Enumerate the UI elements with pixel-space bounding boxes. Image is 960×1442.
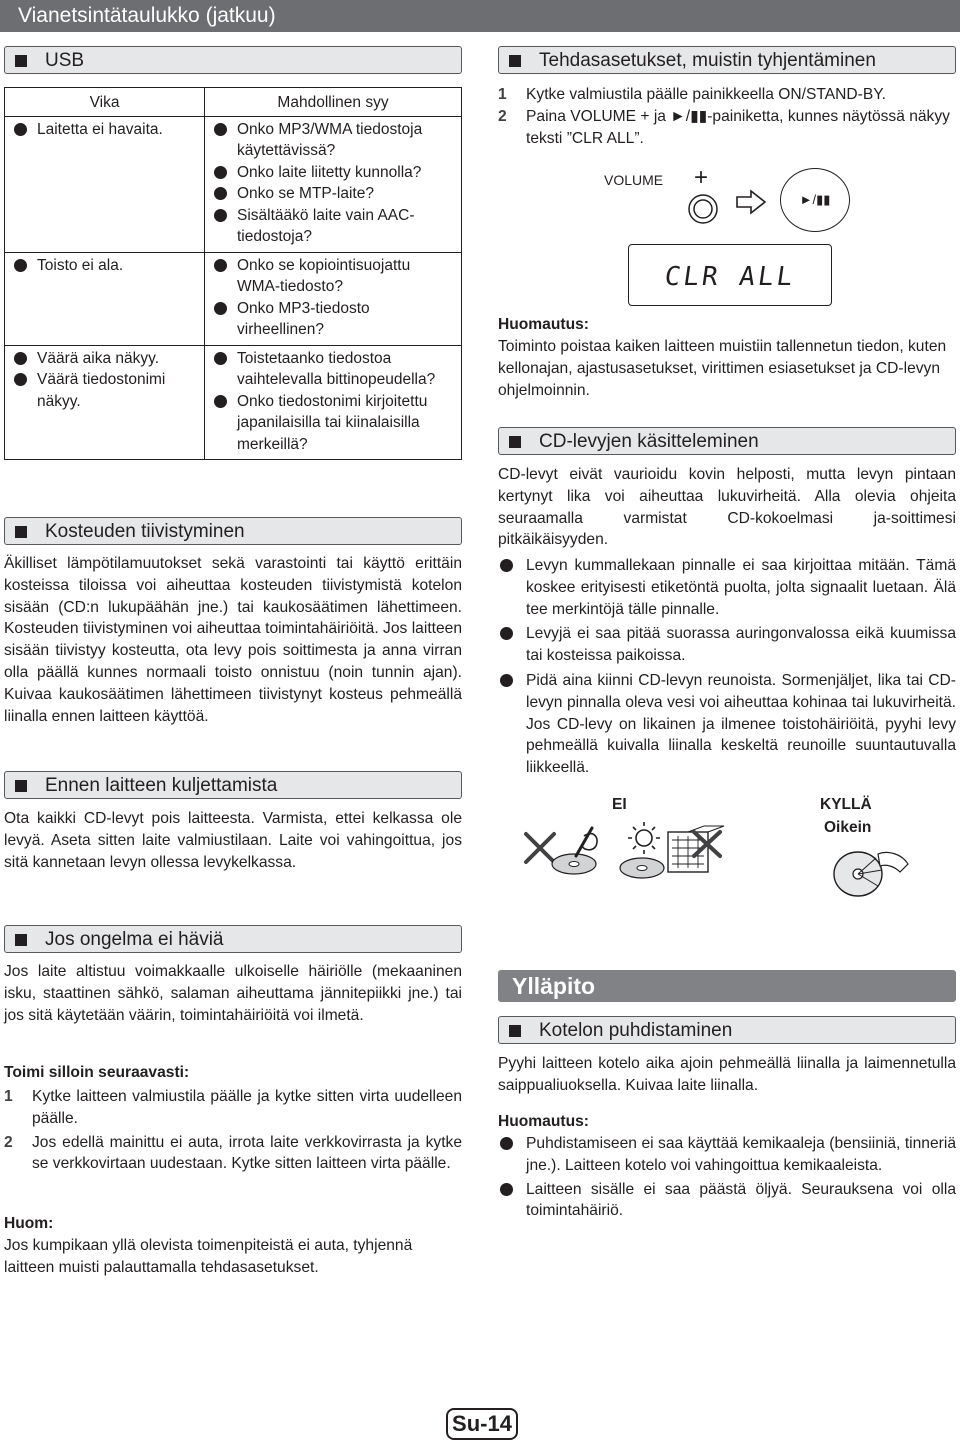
symptom-cell [5, 345, 205, 460]
step-text: Kytke laitteen valmiustila päälle ja kytke sitten virta uudelleen päälle. [32, 1088, 462, 1127]
cause-item: Onko laite liitetty kunnolla? [211, 162, 455, 184]
maintenance-heading: Ylläpito [498, 970, 956, 1002]
factory-note-text: Toiminto poistaa kaiken laitteen muistiin tallennetun tiedon, kuten kellonajan, ajastusasetukset, virittimen esiasetukset ja CD-levyn ohjelmoinnin. [498, 338, 947, 399]
factory-steps [498, 84, 956, 149]
symptom-item: Laitetta ei havaita. [11, 119, 198, 141]
cause-item: Sisältääkö laite vain AAC-tiedostoja? [211, 205, 455, 248]
cause-cell [205, 252, 462, 345]
play-pause-button-icon: ►/▮▮ [780, 168, 850, 232]
step-number: 1 [4, 1088, 13, 1105]
list-item: Puhdistamiseen ei saa käyttää kemikaaleja (bensiiniä, tinneriä jne.). Laitteen kotelo voi vahingoittua kemikaaleista. [498, 1133, 956, 1177]
label-correct: Oikein [824, 819, 872, 836]
cause-item: Onko MP3/WMA tiedostoja käytettävissä? [211, 119, 455, 162]
column-header-cause: Mahdollinen syy [205, 88, 462, 117]
cd-care-heading: CD-levyjen käsitteleminen [498, 427, 956, 455]
list-item: Laitteen sisälle ei saa päästä öljyä. Seurauksena voi olla toimintahäiriö. [498, 1179, 956, 1223]
factory-heading: Tehdasasetukset, muistin tyhjentäminen [498, 46, 956, 74]
problem-heading: Jos ongelma ei häviä [4, 925, 462, 953]
label-no: EI [612, 796, 627, 813]
step-number: 1 [498, 86, 507, 103]
symptom-item: Väärä tiedostonimi näkyy. [11, 369, 198, 412]
volume-label: VOLUME [604, 172, 664, 188]
table-row [5, 345, 462, 460]
plus-sign: + [694, 164, 709, 191]
table-row [5, 116, 462, 252]
wiping-disc-icon [828, 844, 912, 902]
condensation-text: Äkilliset lämpötilamuutokset sekä varastointi tai käyttö erittäin kosteissa tiloissa voi aiheuttaa kosteuden tiivistymistä kotelon sisään (CD:n lukupäähän jne.) tai kaukosäätimen lähettimeen. Kosteuden tiivistyminen voi aiheuttaa toimintahäiriöitä. Jos laitteen sisään tiivistyy kosteutta, ota levy pois soittimesta ja anna virran olla päällä kunnes normaali toisto onnistuu (noin tunnin ajan). Kuivaa kaukosäätimen lähettimeen tiivistynyt kosteus pehmeällä liinalla ennen laitteen käyttöä. [4, 555, 462, 725]
cause-item: Onko se MTP-laite? [211, 183, 455, 205]
symptom-cell [5, 252, 205, 345]
note-label: Huom: [4, 1215, 54, 1232]
arrow-right-icon [734, 188, 768, 216]
cause-item: Toistetaanko tiedostoa vaihtelevalla bittinopeudella? [211, 348, 455, 391]
step-text: Kytke valmiustila päälle painikkeella ON/STAND-BY. [526, 86, 886, 103]
cause-cell [205, 345, 462, 460]
list-item [4, 1086, 462, 1130]
transport-text: Ota kaikki CD-levyt pois laitteesta. Varmista, ettei kelkassa ole levyä. Aseta sitten laite valmiustilaan. Laite voi vahingoittua, jos sitä kannetaan levyn ollessa levykelkassa. [4, 810, 462, 871]
cause-item: Onko tiedostonimi kirjoitettu japanilaisilla tai kiinalaisilla merkeillä? [211, 391, 455, 456]
cause-item: Onko MP3-tiedosto virheellinen? [211, 298, 455, 341]
page-title: Vianetsintätaulukko (jatkuu) [0, 0, 960, 32]
step-text: Jos edellä mainittu ei auta, irrota laite verkkovirrasta ja kytke se verkkovirtaan uudestaan. Kytke sitten laitteen virta päälle. [32, 1133, 462, 1173]
cleaning-heading: Kotelon puhdistaminen [498, 1016, 956, 1044]
cd-care-list [498, 555, 956, 779]
usb-heading: USB [4, 46, 462, 74]
step-text: Paina VOLUME + ja ►/▮▮-painiketta, kunnes näytössä näkyy teksti ”CLR ALL”. [526, 107, 950, 147]
symptom-item: Toisto ei ala. [11, 255, 198, 277]
list-item [498, 84, 956, 106]
note-text: Jos kumpikaan yllä olevista toimenpiteistä ei auta, tyhjennä laitteen muisti palauttamalla tehdasasetukset. [4, 1237, 413, 1276]
symptom-cell [5, 116, 205, 252]
symptom-item: Väärä aika näkyy. [11, 348, 198, 370]
table-header-row [5, 88, 462, 117]
usb-troubleshooting-table [4, 87, 462, 460]
step-number: 2 [498, 107, 507, 125]
column-header-symptom: Vika [5, 88, 205, 117]
writing-on-disc-icon [548, 818, 608, 880]
transport-heading: Ennen laitteen kuljettamista [4, 771, 462, 799]
todo-label: Toimi silloin seuraavasti: [4, 1064, 190, 1081]
problem-steps [4, 1086, 462, 1175]
list-item: Pidä aina kiinni CD-levyn reunoista. Sormenjäljet, lika tai CD-levyn pinnalla oleva vesi voi aiheuttaa kohinaa tai lukuvirheitä. Jos CD-levy on likainen ja ilmenee toistohäiriöitä, pyyhi levy pehmeällä kuivalla liinalla keskeltä reunoille suuntautuvalla liikkeellä. [498, 670, 956, 779]
label-yes: KYLLÄ [820, 796, 872, 813]
cleaning-text: Pyyhi laitteen kotelo aika ajoin pehmeällä liinalla ja laimennetulla saippualiuoksella. Kuivaa laite liinalla. [498, 1055, 956, 1094]
list-item: Levyjä ei saa pitää suorassa auringonvalossa eikä kuumissa tai kosteissa paikoissa. [498, 623, 956, 667]
factory-note-label: Huomautus: [498, 316, 589, 333]
cause-cell [205, 116, 462, 252]
list-item [4, 1132, 462, 1176]
volume-knob-icon [686, 192, 720, 226]
lcd-display [628, 244, 832, 306]
lcd-display-text: CLR ALL [662, 262, 798, 292]
page-number: Su-14 [446, 1408, 518, 1440]
list-item [498, 106, 956, 150]
condensation-heading: Kosteuden tiivistyminen [4, 517, 462, 545]
cd-care-intro: CD-levyt eivät vaurioidu kovin helposti, mutta levyn pintaan kertynyt lika voi aiheuttaa lukuvirheitä. Alla olevia ohjeita seuraamalla varmistat CD-kokoelmasi ja-soittimesi pitkäikäisyyden. [498, 466, 956, 549]
cross-icon [688, 820, 728, 860]
table-row [5, 252, 462, 345]
maintenance-note-label: Huomautus: [498, 1113, 589, 1130]
cause-item: Onko se kopiointisuojattu WMA-tiedosto? [211, 255, 455, 298]
maintenance-notes [498, 1133, 956, 1222]
step-number: 2 [4, 1133, 13, 1151]
list-item: Levyn kummallekaan pinnalle ei saa kirjoittaa mitään. Tämä koskee erityisesti etiketöntä puolta, jolta signaalit luetaan. Älä tee merkintöjä tälle pinnalle. [498, 555, 956, 620]
problem-text: Jos laite altistuu voimakkaalle ulkoiselle häiriölle (mekaaninen isku, staattinen sähkö, salaman aiheuttama jännitepiikki jne.) tai jos sitä käytetään väärin, toimintahäiriöitä voi ilmetä. [4, 963, 462, 1024]
